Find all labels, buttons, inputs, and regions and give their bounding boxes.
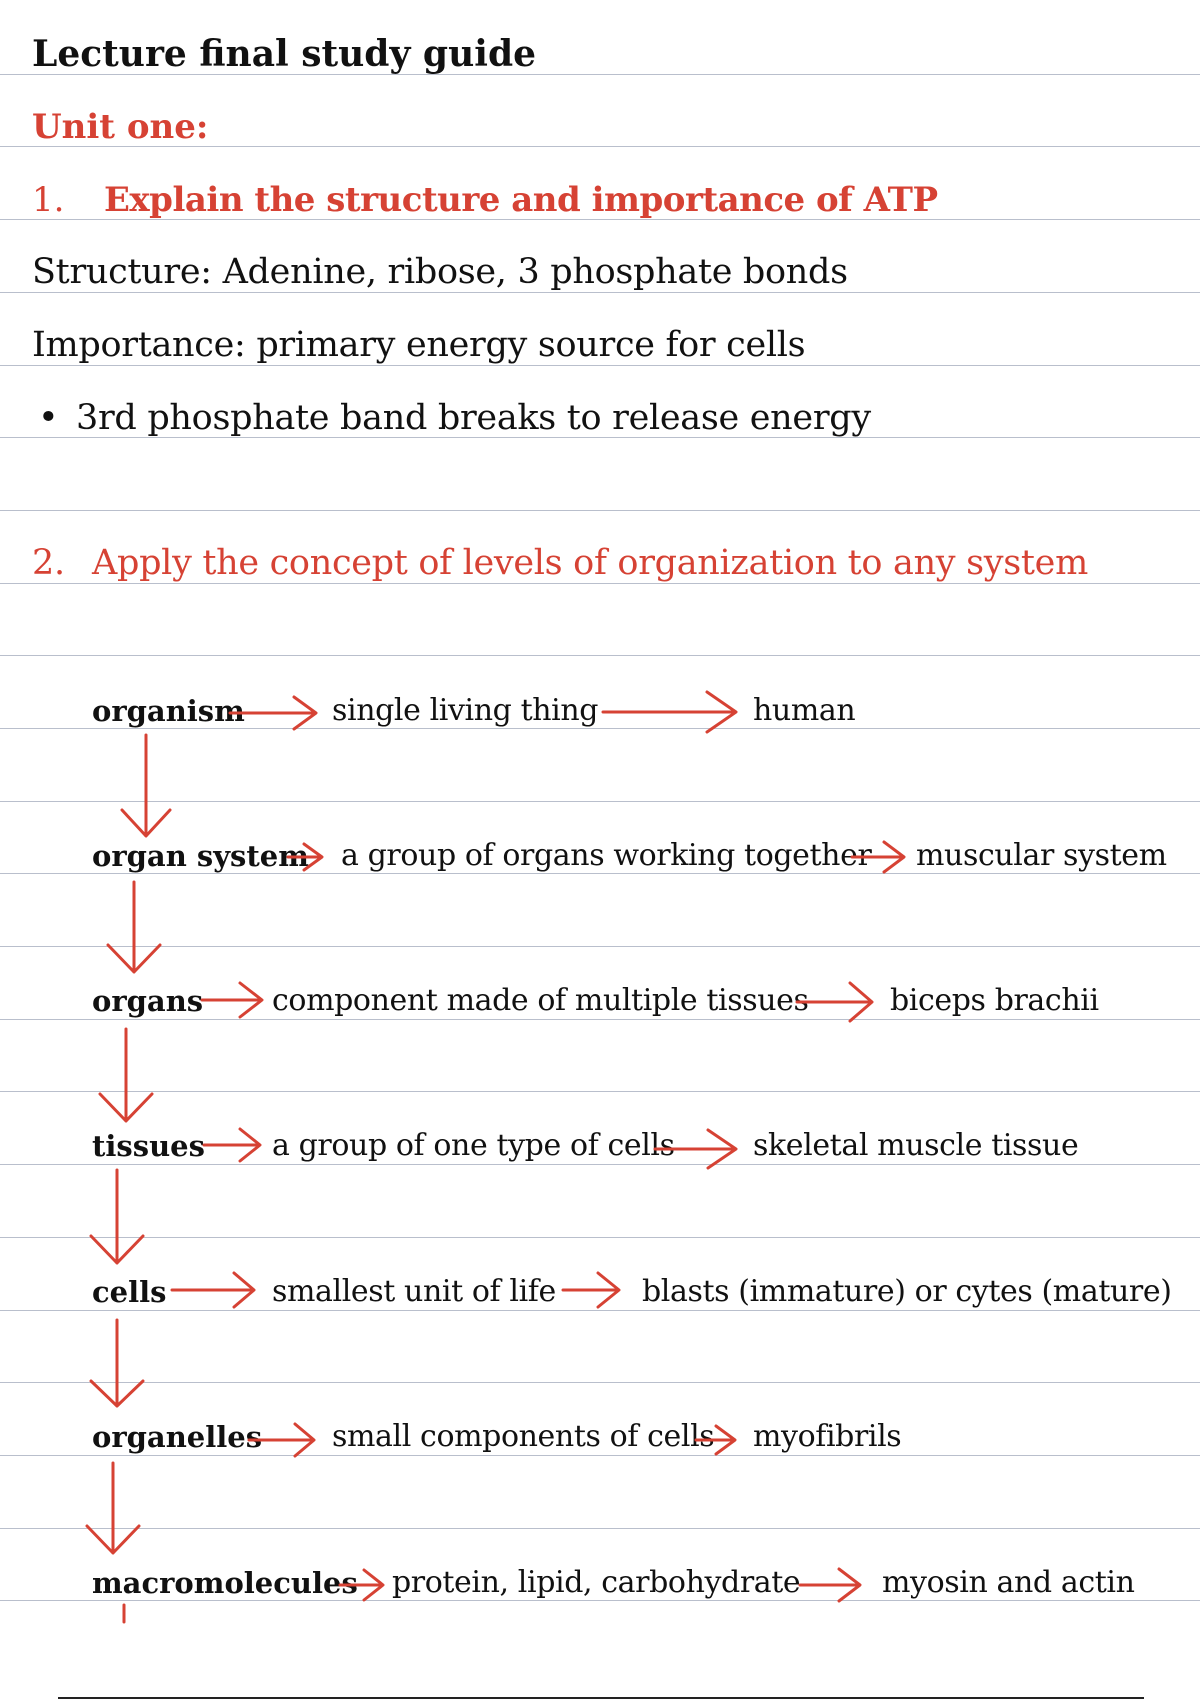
level-name: organ system (92, 839, 309, 873)
right-arrow-icon (202, 983, 262, 1017)
right-arrow-icon (696, 1426, 735, 1454)
atp-importance: Importance: primary energy source for cells (32, 325, 806, 365)
right-arrow-icon (172, 1273, 254, 1307)
right-arrow-icon (655, 1130, 736, 1168)
level-example: myosin and actin (882, 1565, 1135, 1600)
down-arrow-icon (91, 1320, 143, 1406)
level-example: myofibrils (753, 1419, 902, 1454)
right-arrow-icon (204, 1129, 260, 1161)
bottom-divider (58, 1697, 1144, 1699)
level-example: biceps brachii (890, 983, 1099, 1018)
down-arrow-icon (122, 735, 170, 836)
right-arrow-icon (249, 1424, 314, 1456)
down-arrow-icon (100, 1029, 152, 1121)
level-name: organelles (92, 1420, 263, 1454)
level-definition: component made of multiple tissues (272, 983, 809, 1018)
right-arrow-icon (563, 1273, 619, 1307)
right-arrow-icon (230, 697, 316, 729)
down-arrow-icon (87, 1463, 139, 1553)
bullet-dot: • (38, 398, 59, 438)
right-arrow-icon (852, 842, 904, 872)
level-name: organs (92, 984, 204, 1018)
level-definition: small components of cells (332, 1419, 715, 1454)
page-title: Lecture final study guide (32, 33, 537, 75)
question-2-number: 2. (32, 543, 65, 583)
level-example: skeletal muscle tissue (753, 1128, 1079, 1163)
level-example: blasts (immature) or cytes (mature) (642, 1274, 1172, 1309)
right-arrow-icon (800, 1569, 860, 1601)
level-name: macromolecules (92, 1566, 358, 1600)
atp-bullet: 3rd phosphate band breaks to release energy (76, 398, 871, 438)
unit-heading: Unit one: (32, 107, 209, 147)
level-name: tissues (92, 1129, 205, 1163)
level-example: human (753, 693, 856, 728)
level-definition: a group of one type of cells (272, 1128, 675, 1163)
question-1-number: 1. (32, 180, 65, 220)
down-arrow-icon (108, 882, 160, 972)
right-arrow-icon (288, 844, 322, 870)
question-1-text: Explain the structure and importance of ATP (104, 180, 938, 220)
right-arrow-icon (797, 983, 872, 1021)
level-definition: smallest unit of life (272, 1274, 556, 1309)
right-arrow-icon (603, 692, 736, 732)
atp-structure: Structure: Adenine, ribose, 3 phosphate bonds (32, 252, 848, 292)
level-definition: protein, lipid, carbohydrate (392, 1565, 801, 1600)
level-name: organism (92, 694, 245, 728)
question-2-text: Apply the concept of levels of organization to any system (92, 543, 1088, 583)
level-name: cells (92, 1275, 167, 1309)
level-definition: single living thing (332, 693, 599, 728)
right-arrow-icon (340, 1570, 383, 1600)
down-arrow-icon (91, 1170, 143, 1263)
level-example: muscular system (916, 838, 1167, 873)
level-definition: a group of organs working together (341, 838, 872, 873)
